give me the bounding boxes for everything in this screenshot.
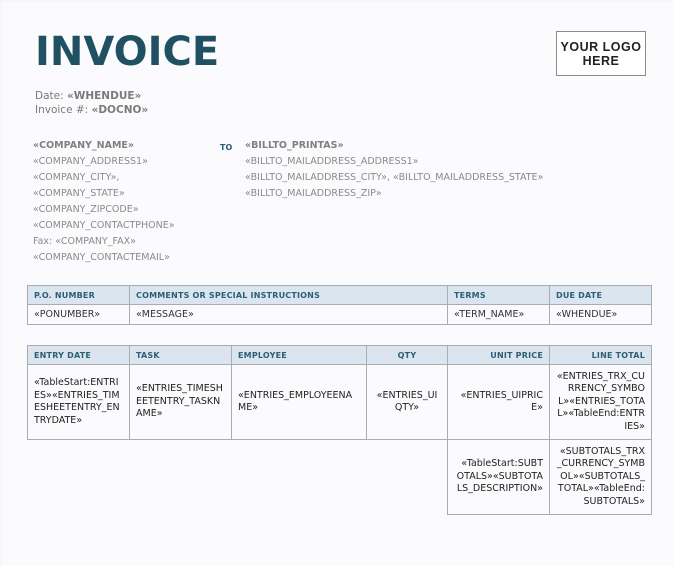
company-address-block [33,138,175,266]
unit-price-cell: «ENTRIES_UIPRICE» [448,365,550,440]
header-task: TASK [130,346,232,365]
company-phone: «COMPANY_CONTACTPHONE» [33,220,175,231]
header-employee: EMPLOYEE [232,346,367,365]
qty-cell: «ENTRIES_UIQTY» [367,365,448,440]
subtotal-row [28,440,652,515]
company-name: «COMPANY_NAME» [33,140,135,151]
invoice-number-label: Invoice #: [35,104,89,116]
invoice-title: INVOICE [35,29,220,75]
company-address1: «COMPANY_ADDRESS1» [33,156,148,167]
invoice-page [2,2,674,566]
subtotal-description-cell: «TableStart:SUBTOTALS»«SUBTOTALS_DESCRIPTION» [448,440,550,515]
logo-placeholder [556,31,646,76]
header-po-number: P.O. NUMBER [28,286,130,305]
entries-table-header [28,346,652,365]
table-row [28,305,652,325]
entries-table [27,345,652,515]
header-qty: QTY [367,346,448,365]
invoice-date [35,89,141,103]
company-state: «COMPANY_STATE» [33,188,125,199]
header-unit-price: UNIT PRICE [448,346,550,365]
message-cell: «MESSAGE» [130,305,448,325]
invoice-number-value: «DOCNO» [91,104,149,116]
table-row [28,365,652,440]
entry-date-cell: «TableStart:ENTRIES»«ENTRIES_TIMESHEETENTRY_ENTRYDATE» [28,365,130,440]
billto-zip: «BILLTO_MAILADDRESS_ZIP» [245,188,382,199]
po-number-cell: «PONUMBER» [28,305,130,325]
task-cell: «ENTRIES_TIMESHEETENTRY_TASKNAME» [130,365,232,440]
header-comments: COMMENTS OR SPECIAL INSTRUCTIONS [130,286,448,305]
header-entry-date: ENTRY DATE [28,346,130,365]
date-label: Date: [35,90,64,102]
order-info-table [27,285,652,325]
due-date-cell: «WHENDUE» [550,305,652,325]
logo-line-1: YOUR LOGO [560,39,642,54]
to-label: TO [220,143,233,152]
employee-cell: «ENTRIES_EMPLOYEENAME» [232,365,367,440]
billto-name: «BILLTO_PRINTAS» [245,140,344,151]
header-terms: TERMS [448,286,550,305]
header-line-total: LINE TOTAL [550,346,652,365]
company-email: «COMPANY_CONTACTEMAIL» [33,252,170,263]
logo-line-2: HERE [582,53,620,68]
line-total-cell: «ENTRIES_TRX_CURRENCY_SYMBOL»«ENTRIES_TOTAL»«TableEnd:ENTRIES» [550,365,652,440]
terms-cell: «TERM_NAME» [448,305,550,325]
company-fax: Fax: «COMPANY_FAX» [33,236,136,247]
billto-city-state: «BILLTO_MAILADDRESS_CITY», «BILLTO_MAILADDRESS_STATE» [245,172,544,183]
header-due-date: DUE DATE [550,286,652,305]
subtotal-total-cell: «SUBTOTALS_TRX_CURRENCY_SYMBOL»«SUBTOTALS_TOTAL»«TableEnd:SUBTOTALS» [550,440,652,515]
billto-address1: «BILLTO_MAILADDRESS_ADDRESS1» [245,156,419,167]
company-zipcode: «COMPANY_ZIPCODE» [33,204,139,215]
order-table-header [28,286,652,305]
invoice-number [35,103,148,117]
date-value: «WHENDUE» [66,90,142,102]
billto-address-block [245,138,543,202]
company-city: «COMPANY_CITY», [33,172,120,183]
